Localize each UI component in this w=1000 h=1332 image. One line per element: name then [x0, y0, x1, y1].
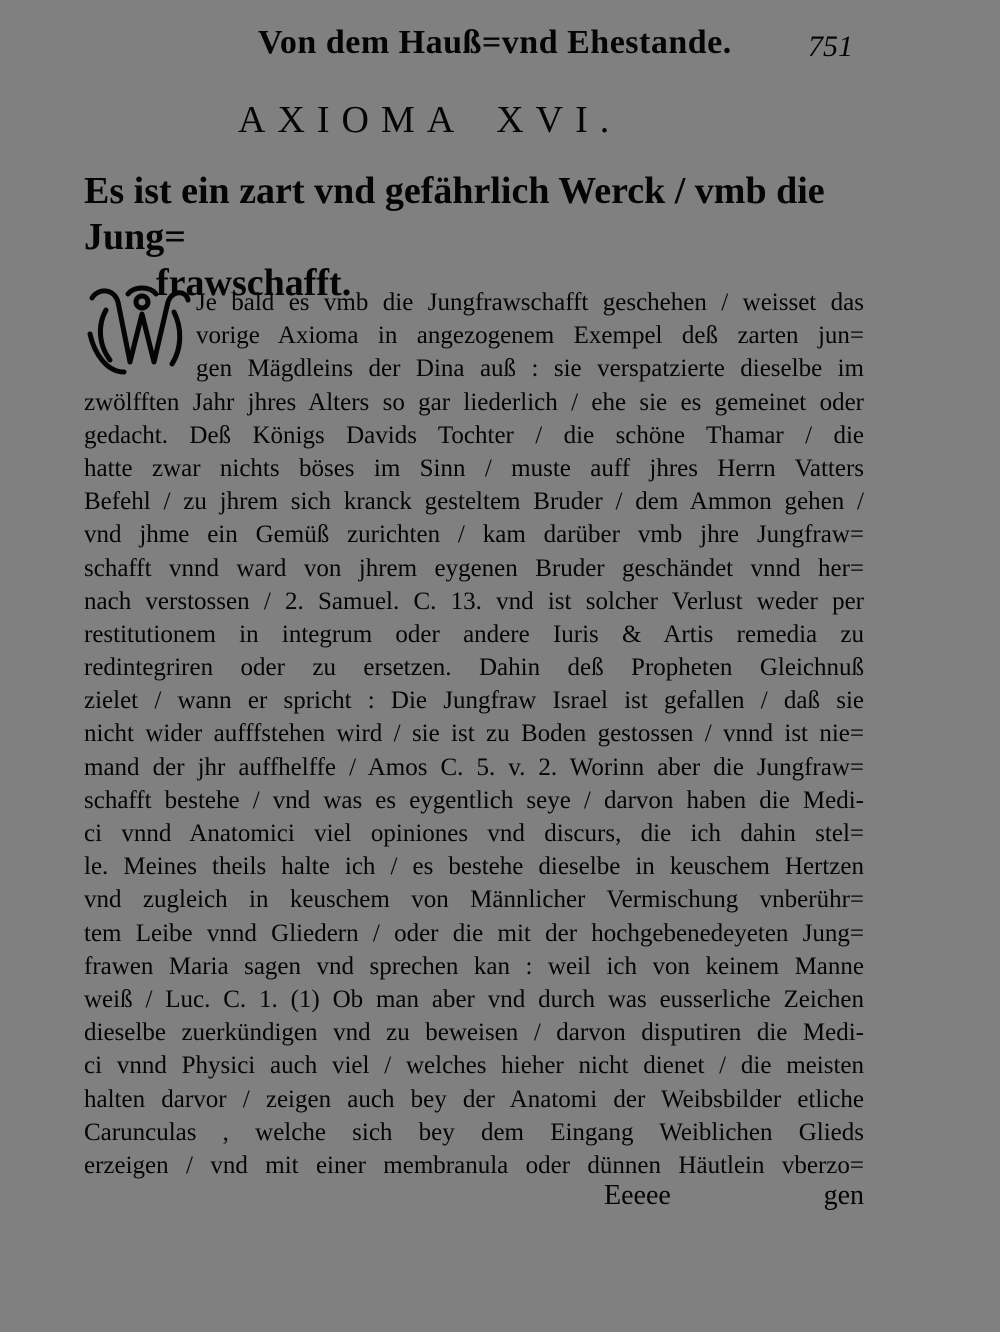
- page-number: 751: [808, 30, 853, 63]
- body-line: schafft bestehe / vnd was es eygentlich seye / darvon haben die Medi-: [84, 786, 864, 814]
- body-line: ci vnnd Anatomici viel opiniones vnd discurs, die ich dahin stel=: [84, 820, 864, 847]
- axiom-number: XVI.: [496, 99, 622, 141]
- chapter-title-line-2: frawschafft.: [156, 262, 352, 304]
- body-line: nach verstossen / 2. Samuel. C. 13. vnd ist solcher Verlust weder per: [84, 587, 864, 615]
- page-footer: [84, 1180, 864, 1216]
- axiom-label: AXIOMA: [238, 99, 467, 141]
- body-line: Je bald es vmb die Jungfrawschafft geschehen / weisset das: [196, 289, 864, 316]
- body-line: tem Leibe vnnd Gliedern / oder die mit der hochgebenedeyeten Jung=: [84, 919, 864, 947]
- body-line: vnd zugleich in keuschem von Männlicher Vermischung vnberühr=: [84, 886, 864, 914]
- body-line: dieselbe zuerkündigen vnd zu beweisen / darvon disputiren die Medi-: [84, 1019, 864, 1047]
- body-line: erzeigen / vnd mit einer membranula oder dünnen Häutlein vberzo=: [84, 1151, 864, 1179]
- body-line: restitutionem in integrum oder andere Iuris & Artis remedia zu: [84, 620, 864, 648]
- body-line: Befehl / zu jhrem sich kranck gesteltem Bruder / dem Ammon gehen /: [84, 488, 864, 516]
- body-line: nicht wider aufffstehen wird / sie ist zu Boden gestossen / vnnd ist nie=: [84, 720, 864, 748]
- catchword: gen: [823, 1180, 864, 1211]
- body-line: vorige Axioma in angezogenem Exempel deß zarten jun=: [196, 322, 864, 350]
- axiom-heading: [238, 98, 621, 142]
- body-line: redintegriren oder zu ersetzen. Dahin deß Propheten Gleichnuß: [84, 654, 864, 682]
- body-line: le. Meines theils halte ich / es bestehe dieselbe in keuschem Hertzen: [84, 853, 864, 881]
- body-line: Caruncul​as , welche sich bey dem Eingang Weiblichen Glieds: [84, 1118, 864, 1146]
- signature-mark: Eeeee: [604, 1180, 671, 1211]
- body-text: [84, 286, 864, 1182]
- body-line: ci vnnd Physici auch viel / welches hieher nicht dienet / die meisten: [84, 1052, 864, 1080]
- body-line: hatte zwar nichts böses im Sinn / muste auff jhres Herrn Vatters: [84, 454, 864, 482]
- chapter-title-line-1: Es ist ein zart vnd gefährlich Werck / vmb die Jung=: [84, 170, 825, 258]
- dropcap-letter: W: [138, 346, 140, 347]
- body-line: vnd jhme ein Gemüß zurichten / kam darüber vmb jhre Jungfraw=: [84, 521, 864, 549]
- body-line: mand der jhr auffhelffe / Amos C. 5. v. 2. Worinn aber die Jungfraw=: [84, 753, 864, 781]
- body-line: frawen Maria sagen vnd sprechen kan : weil ich von keinem Manne: [84, 952, 864, 980]
- body-line: zielet / wann er spricht : Die Jungfraw Israel ist gefallen / daß sie: [84, 687, 864, 715]
- body-line: zwölfften Jahr jhres Alters so gar liederlich / ehe sie es gemeinet oder: [84, 388, 864, 416]
- running-head: Von dem Hauß=vnd Ehestande.: [258, 24, 732, 61]
- body-line: schafft vnnd ward von jhrem eygenen Bruder geschändet vnnd her=: [84, 554, 864, 582]
- body-line: gen Mägdleins der Dina auß : sie verspatzierte dieselbe im: [196, 355, 864, 383]
- body-line: weiß / Luc. C. 1. (1) Ob man aber vnd durch was eusserliche Zeichen: [84, 985, 864, 1013]
- body-line: gedacht. Deß Königs Davids Tochter / die schöne Thamar / die: [84, 421, 864, 449]
- body-line: halten darvor / zeigen auch bey der Anatomi der Weibsbilder etliche: [84, 1085, 864, 1113]
